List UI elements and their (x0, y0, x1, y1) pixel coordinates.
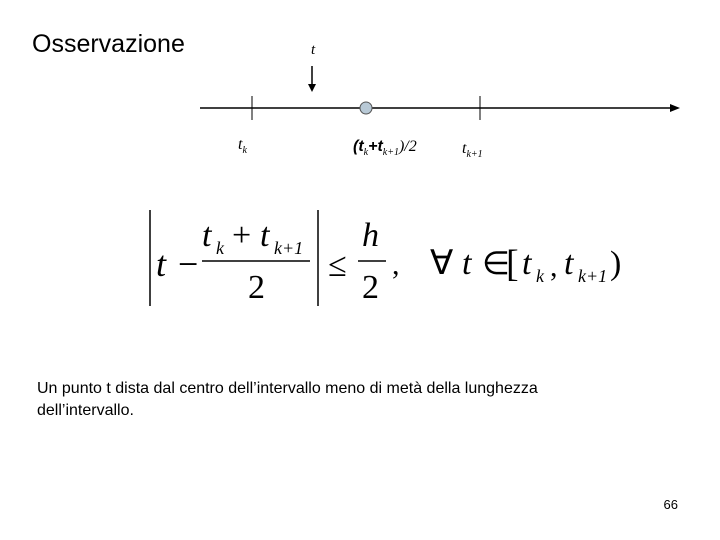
page-number: 66 (663, 497, 678, 512)
formula-int-sub2: k+1 (578, 266, 608, 286)
formula-int-comma: , (550, 250, 558, 283)
caption-text: Un punto t dista dal centro dell’intervallo meno di metà della lunghezza dell’intervallo. (37, 380, 538, 419)
formula-leq: ≤ (328, 247, 347, 284)
formula-int-sub1: k (536, 266, 544, 286)
slide-title: Osservazione (32, 30, 185, 58)
formula-rparen: ) (610, 245, 622, 282)
formula-num-t1: t (202, 217, 212, 254)
formula-rhs-den: 2 (362, 269, 379, 306)
label-tk1: $t_{k+1}$ (462, 140, 483, 160)
midpoint-marker (360, 102, 372, 114)
formula-lbracket: [ (506, 243, 519, 285)
formula-var: t (462, 245, 472, 282)
formula-t: t (156, 244, 167, 284)
label-midpoint: $(t_k+t_{k+1})/2$ (353, 138, 417, 158)
pointer-label: t (311, 42, 316, 58)
formula-in: ∈ (482, 245, 510, 281)
number-line-arrowhead (670, 104, 680, 112)
formula-num-sub1: k (216, 238, 224, 258)
formula-den: 2 (248, 269, 265, 306)
formula-forall: ∀ (430, 245, 454, 282)
formula-comma: , (392, 248, 400, 281)
formula-int-t2: t (564, 245, 574, 282)
formula-minus: − (178, 244, 199, 284)
label-tk: $t_k$ (238, 136, 247, 156)
formula-num-sub2: k+1 (274, 238, 304, 258)
formula-int-t1: t (522, 245, 532, 282)
inequality-formula (140, 206, 640, 316)
pointer-arrow-head (308, 84, 316, 92)
formula-rhs-num: h (362, 217, 379, 254)
formula-num-plus: + (232, 217, 252, 254)
formula-num-t2: t (260, 217, 270, 254)
